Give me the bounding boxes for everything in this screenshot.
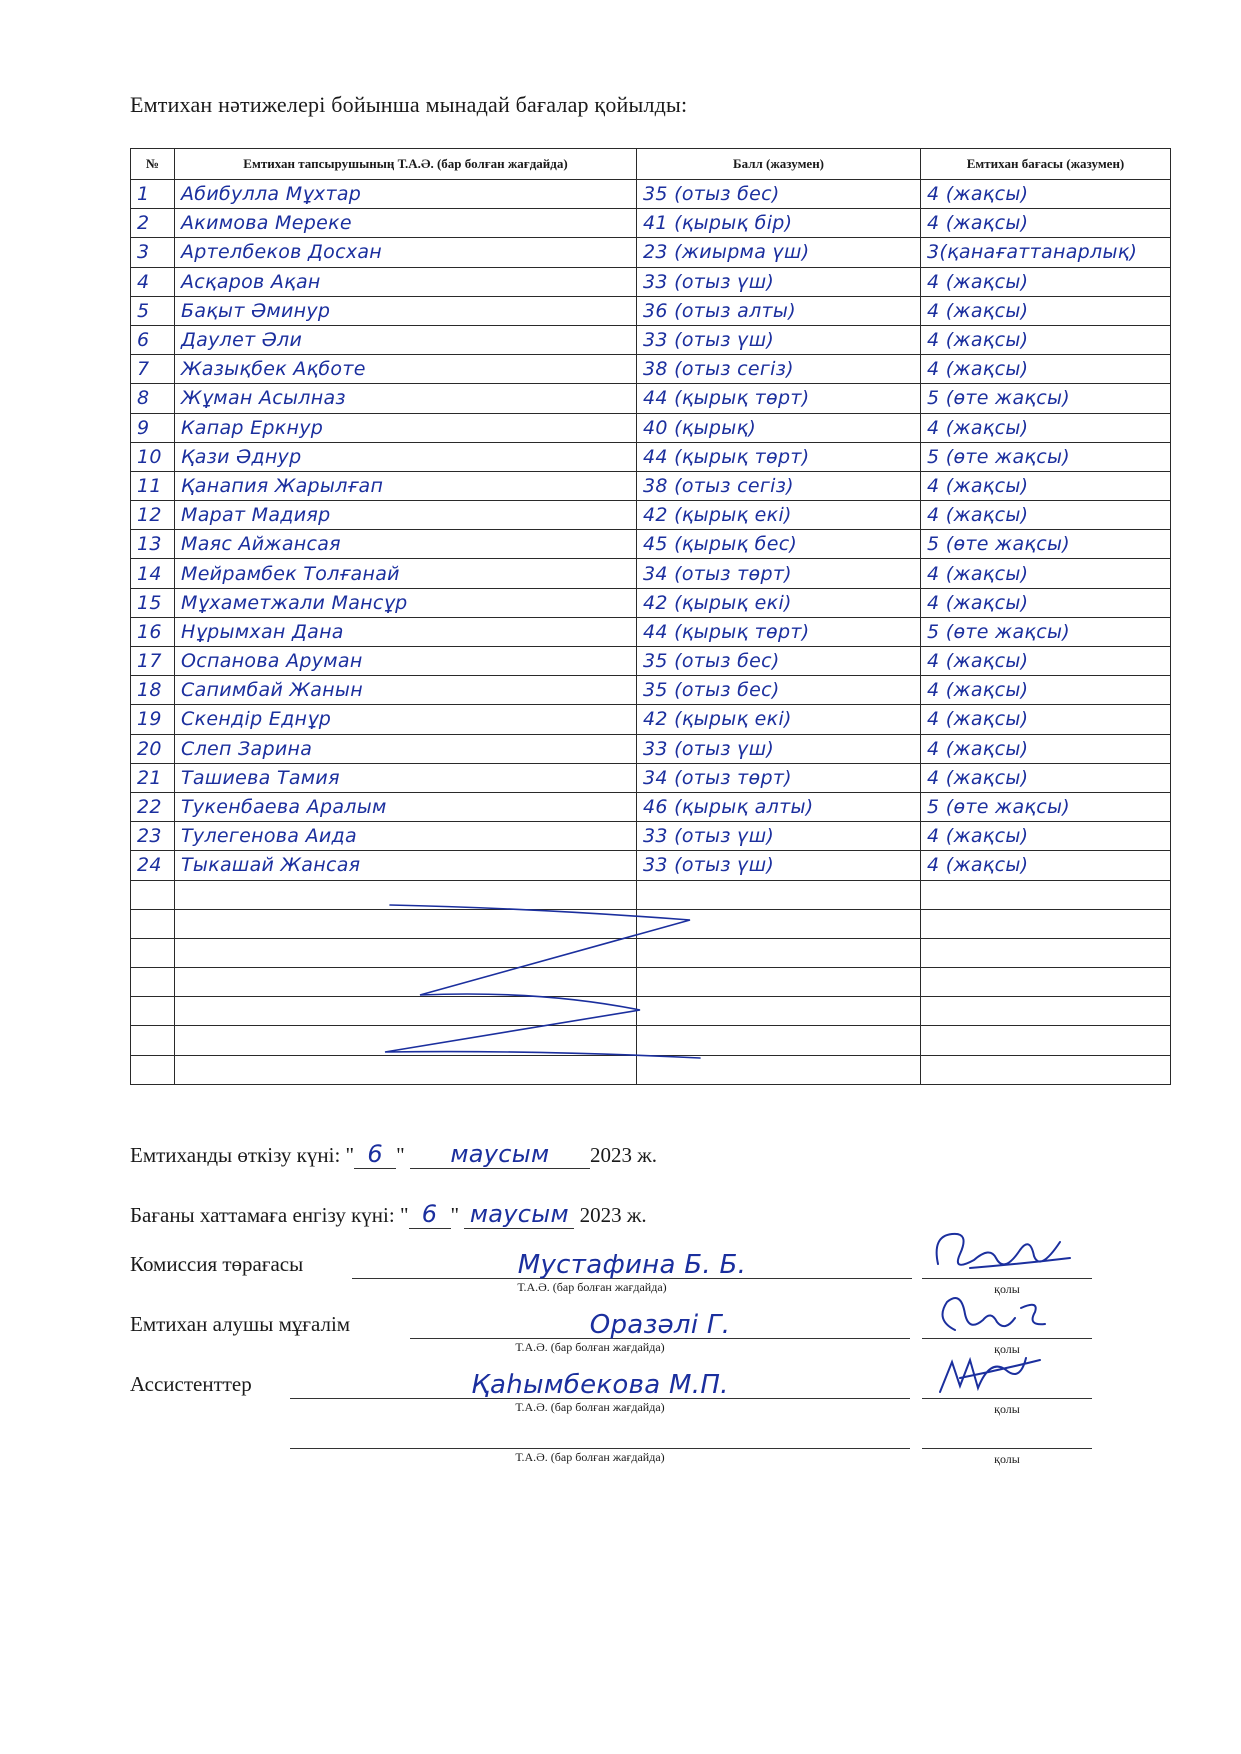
grade-text-cell — [921, 384, 1171, 413]
grade-text: 5 (өте жақсы) — [927, 387, 1070, 410]
student-name-cell — [175, 617, 637, 646]
header-name: Емтихан тапсырушының Т.А.Ә. (бар болған жағдайда) — [175, 149, 637, 180]
row-number: 1 — [137, 183, 150, 206]
grade-text-cell — [921, 676, 1171, 705]
table-row — [131, 792, 1171, 821]
student-name: Скендір Еднұр — [181, 708, 332, 731]
blank-cell — [921, 880, 1171, 909]
score-text: 38 (отыз сегіз) — [643, 474, 794, 497]
student-name-cell — [175, 763, 637, 792]
grade-text: 4 (жақсы) — [927, 416, 1029, 439]
grade-text: 4 (жақсы) — [927, 270, 1029, 293]
score-text: 45 (қырық бес) — [643, 533, 798, 556]
score-text-cell — [637, 471, 921, 500]
row-number: 14 — [137, 562, 162, 585]
blank-cell — [131, 909, 175, 938]
score-text-cell — [637, 822, 921, 851]
student-name-cell — [175, 180, 637, 209]
table-row — [131, 530, 1171, 559]
grade-text: 5 (өте жақсы) — [927, 533, 1070, 556]
grade-text-cell — [921, 617, 1171, 646]
row-number-cell — [131, 792, 175, 821]
row-number: 21 — [137, 766, 162, 789]
chair-sign-caption: қолы — [994, 1282, 1020, 1296]
blank-cell — [131, 880, 175, 909]
exam-date-quote: " — [396, 1143, 405, 1167]
score-text-cell — [637, 384, 921, 413]
row-number: 13 — [137, 533, 162, 556]
teacher-sign-caption: қолы — [994, 1342, 1020, 1356]
table-row — [131, 734, 1171, 763]
teacher-name-caption: Т.А.Ә. (бар болған жағдайда) — [515, 1340, 665, 1354]
score-text-cell — [637, 851, 921, 880]
row-number-cell — [131, 180, 175, 209]
teacher-role: Емтихан алушы мұғалім — [130, 1312, 351, 1336]
score-text-cell — [637, 442, 921, 471]
grade-text-cell — [921, 792, 1171, 821]
blank-cell — [131, 938, 175, 967]
header-number: № — [131, 149, 175, 180]
grade-text-cell — [921, 442, 1171, 471]
student-name-cell — [175, 822, 637, 851]
extra-signature-block — [130, 1422, 1130, 1482]
row-number: 9 — [137, 416, 150, 439]
row-number-cell — [131, 501, 175, 530]
score-text: 34 (отыз төрт) — [643, 766, 792, 789]
grade-text-cell — [921, 530, 1171, 559]
table-row — [131, 501, 1171, 530]
row-number-cell — [131, 851, 175, 880]
assistants-sign-caption: қолы — [994, 1402, 1020, 1416]
table-row — [131, 355, 1171, 384]
score-text-cell — [637, 588, 921, 617]
score-text: 42 (қырық екі) — [643, 504, 792, 527]
table-row — [131, 763, 1171, 792]
score-text-cell — [637, 209, 921, 238]
table-row — [131, 647, 1171, 676]
blank-cell — [921, 938, 1171, 967]
entry-date-month-field — [464, 1200, 574, 1229]
grade-text: 4 (жақсы) — [927, 329, 1029, 352]
assistants-name-caption: Т.А.Ә. (бар болған жағдайда) — [515, 1400, 665, 1414]
student-name: Оспанова Аруман — [181, 650, 363, 673]
student-name: Тулегенова Аида — [181, 825, 357, 848]
teacher-name: Оразәлі Г. — [589, 1310, 731, 1340]
assistants-name: Қаһымбекова М.П. — [471, 1370, 729, 1400]
blank-cell — [131, 968, 175, 997]
student-name-cell — [175, 530, 637, 559]
score-text: 35 (отыз бес) — [643, 679, 780, 702]
row-number: 22 — [137, 796, 162, 819]
chair-signature-scribble — [930, 1224, 1080, 1284]
extra-name-caption: Т.А.Ә. (бар болған жағдайда) — [515, 1450, 665, 1464]
score-text-cell — [637, 676, 921, 705]
score-text-cell — [637, 501, 921, 530]
row-number: 6 — [137, 329, 150, 352]
student-name-cell — [175, 734, 637, 763]
score-text-cell — [637, 763, 921, 792]
grade-text-cell — [921, 734, 1171, 763]
score-text: 35 (отыз бес) — [643, 183, 780, 206]
blank-cell — [131, 1026, 175, 1055]
student-name: Мұхаметжали Мансұр — [181, 591, 408, 614]
grade-text-cell — [921, 355, 1171, 384]
score-text-cell — [637, 325, 921, 354]
student-name: Слеп Зарина — [181, 737, 313, 760]
row-number: 12 — [137, 504, 162, 527]
row-number: 23 — [137, 825, 162, 848]
grade-text-cell — [921, 851, 1171, 880]
blank-cell — [921, 909, 1171, 938]
score-text: 36 (отыз алты) — [643, 299, 796, 322]
score-text-cell — [637, 413, 921, 442]
student-name: Даулет Әли — [181, 329, 303, 352]
table-row — [131, 676, 1171, 705]
row-number-cell — [131, 384, 175, 413]
row-number-cell — [131, 267, 175, 296]
grade-text: 4 (жақсы) — [927, 679, 1029, 702]
grade-text-cell — [921, 559, 1171, 588]
row-number-cell — [131, 588, 175, 617]
student-name-cell — [175, 792, 637, 821]
student-name: Артелбеков Досхан — [181, 241, 383, 264]
score-text: 33 (отыз үш) — [643, 329, 775, 352]
header-grade: Емтихан бағасы (жазумен) — [921, 149, 1171, 180]
row-number: 20 — [137, 737, 162, 760]
student-name: Мейрамбек Толғанай — [181, 562, 400, 585]
row-number-cell — [131, 705, 175, 734]
grade-text-cell — [921, 501, 1171, 530]
score-text-cell — [637, 559, 921, 588]
blank-cell — [921, 997, 1171, 1026]
student-name: Жазықбек Ақботе — [181, 358, 366, 381]
student-name: Бақыт Әминур — [181, 299, 331, 322]
row-number: 8 — [137, 387, 150, 410]
score-text: 33 (отыз үш) — [643, 270, 775, 293]
grade-text: 4 (жақсы) — [927, 212, 1029, 235]
score-text-cell — [637, 530, 921, 559]
student-name-cell — [175, 296, 637, 325]
header-score: Балл (жазумен) — [637, 149, 921, 180]
score-text: 33 (отыз үш) — [643, 825, 775, 848]
student-name: Нұрымхан Дана — [181, 620, 344, 643]
row-number-cell — [131, 296, 175, 325]
row-number: 2 — [137, 212, 150, 235]
exam-date-label: Емтиханды өткізу күні: " — [130, 1143, 355, 1167]
student-name: Маяс Айжансая — [181, 533, 341, 556]
row-number: 17 — [137, 650, 162, 673]
grade-text-cell — [921, 763, 1171, 792]
row-number-cell — [131, 822, 175, 851]
row-number: 16 — [137, 620, 162, 643]
student-name-cell — [175, 384, 637, 413]
exam-date-day: 6 — [367, 1140, 383, 1168]
student-name-cell — [175, 325, 637, 354]
blank-cell — [921, 968, 1171, 997]
blank-cell — [921, 1026, 1171, 1055]
score-text-cell — [637, 355, 921, 384]
score-text-cell — [637, 267, 921, 296]
row-number: 15 — [137, 591, 162, 614]
grade-text: 4 (жақсы) — [927, 562, 1029, 585]
exam-date-month: маусым — [450, 1140, 550, 1168]
blank-cell — [131, 1055, 175, 1084]
row-number-cell — [131, 442, 175, 471]
score-text: 38 (отыз сегіз) — [643, 358, 794, 381]
entry-date-label: Бағаны хаттамаға енгізу күні: " — [130, 1203, 409, 1227]
row-number-cell — [131, 238, 175, 267]
grade-text: 4 (жақсы) — [927, 358, 1029, 381]
entry-date-month: маусым — [469, 1200, 569, 1228]
grade-text: 3(қанағаттанарлық) — [927, 241, 1138, 264]
student-name-cell — [175, 238, 637, 267]
grade-text-cell — [921, 267, 1171, 296]
exam-date-line — [130, 1140, 657, 1169]
grade-text-cell — [921, 413, 1171, 442]
score-text: 44 (қырық төрт) — [643, 445, 810, 468]
grade-text-cell — [921, 647, 1171, 676]
grade-text-cell — [921, 238, 1171, 267]
row-number: 18 — [137, 679, 162, 702]
student-name: Абибулла Мұхтар — [181, 183, 362, 206]
student-name: Тыкашай Жансая — [181, 854, 361, 877]
table-row — [131, 705, 1171, 734]
score-text: 44 (қырық төрт) — [643, 620, 810, 643]
student-name-cell — [175, 413, 637, 442]
student-name-cell — [175, 471, 637, 500]
row-number-cell — [131, 676, 175, 705]
table-row — [131, 559, 1171, 588]
chair-role: Комиссия төрағасы — [130, 1252, 304, 1276]
student-name: Сапимбай Жанын — [181, 679, 363, 702]
row-number: 7 — [137, 358, 150, 381]
score-text-cell — [637, 705, 921, 734]
entry-date-year: 2023 ж. — [579, 1203, 647, 1227]
student-name: Ташиева Тамия — [181, 766, 340, 789]
table-row — [131, 442, 1171, 471]
grade-text: 4 (жақсы) — [927, 708, 1029, 731]
row-number: 3 — [137, 241, 150, 264]
grade-text: 4 (жақсы) — [927, 504, 1029, 527]
grade-text: 4 (жақсы) — [927, 299, 1029, 322]
score-text-cell — [637, 238, 921, 267]
table-row — [131, 325, 1171, 354]
chair-name-field — [352, 1252, 912, 1279]
student-name-cell — [175, 705, 637, 734]
table-row — [131, 296, 1171, 325]
row-number-cell — [131, 617, 175, 646]
student-name-cell — [175, 355, 637, 384]
score-text-cell — [637, 734, 921, 763]
table-header-row — [131, 149, 1171, 180]
intro-text: Емтихан нәтижелері бойынша мынадай бағалар қойылды: — [130, 92, 688, 117]
extra-name-field — [290, 1422, 910, 1449]
table-row — [131, 822, 1171, 851]
row-number-cell — [131, 325, 175, 354]
score-text: 42 (қырық екі) — [643, 708, 792, 731]
teacher-signature-scribble — [935, 1290, 1065, 1340]
student-name: Жұман Асылназ — [181, 387, 346, 410]
student-name-cell — [175, 647, 637, 676]
score-text: 40 (қырық) — [643, 416, 757, 439]
entry-date-day-field — [409, 1200, 451, 1229]
teacher-name-field — [410, 1312, 910, 1339]
grade-text: 5 (өте жақсы) — [927, 796, 1070, 819]
score-text: 41 (қырық бір) — [643, 212, 793, 235]
row-number-cell — [131, 559, 175, 588]
student-name: Қанапия Жарылғап — [181, 474, 384, 497]
extra-sign-caption: қолы — [994, 1452, 1020, 1466]
student-name: Тукенбаева Аралым — [181, 796, 387, 819]
grade-text-cell — [921, 180, 1171, 209]
table-row — [131, 180, 1171, 209]
grade-text: 4 (жақсы) — [927, 766, 1029, 789]
cancel-zigzag-mark — [380, 900, 710, 1060]
student-name: Капар Еркнур — [181, 416, 324, 439]
score-text: 46 (қырық алты) — [643, 796, 814, 819]
score-text-cell — [637, 296, 921, 325]
score-text: 34 (отыз төрт) — [643, 562, 792, 585]
score-text: 35 (отыз бес) — [643, 650, 780, 673]
table-row — [131, 238, 1171, 267]
row-number-cell — [131, 734, 175, 763]
table-row — [131, 471, 1171, 500]
student-name-cell — [175, 676, 637, 705]
table-row — [131, 617, 1171, 646]
score-text: 33 (отыз үш) — [643, 854, 775, 877]
grade-text-cell — [921, 471, 1171, 500]
assistants-role: Ассистенттер — [130, 1372, 252, 1396]
assistants-name-field — [290, 1372, 910, 1399]
row-number: 11 — [137, 474, 162, 497]
row-number-cell — [131, 355, 175, 384]
exam-date-month-field — [410, 1140, 590, 1169]
student-name: Қази Әднур — [181, 445, 302, 468]
student-name-cell — [175, 588, 637, 617]
table-row — [131, 384, 1171, 413]
row-number: 10 — [137, 445, 162, 468]
student-name-cell — [175, 501, 637, 530]
extra-sign-field — [922, 1422, 1092, 1449]
score-text-cell — [637, 617, 921, 646]
chair-name: Мустафина Б. Б. — [517, 1250, 747, 1280]
row-number-cell — [131, 471, 175, 500]
score-text: 23 (жиырма үш) — [643, 241, 810, 264]
row-number-cell — [131, 530, 175, 559]
student-name-cell — [175, 559, 637, 588]
row-number-cell — [131, 209, 175, 238]
grade-text: 4 (жақсы) — [927, 825, 1029, 848]
grade-text-cell — [921, 325, 1171, 354]
entry-date-day: 6 — [421, 1200, 438, 1228]
exam-date-day-field — [354, 1140, 396, 1169]
grade-text: 5 (өте жақсы) — [927, 445, 1070, 468]
row-number: 4 — [137, 270, 150, 293]
student-name-cell — [175, 851, 637, 880]
score-text: 44 (қырық төрт) — [643, 387, 810, 410]
row-number-cell — [131, 647, 175, 676]
student-name-cell — [175, 442, 637, 471]
table-row — [131, 413, 1171, 442]
blank-cell — [131, 997, 175, 1026]
grade-text-cell — [921, 705, 1171, 734]
grade-text: 4 (жақсы) — [927, 650, 1029, 673]
row-number-cell — [131, 413, 175, 442]
entry-date-quote: " — [450, 1203, 460, 1227]
score-text-cell — [637, 180, 921, 209]
entry-date-line — [130, 1200, 647, 1229]
table-row — [131, 588, 1171, 617]
grade-text: 4 (жақсы) — [927, 474, 1029, 497]
row-number: 19 — [137, 708, 162, 731]
row-number: 24 — [137, 854, 162, 877]
table-row — [131, 851, 1171, 880]
student-name: Акимова Мереке — [181, 212, 352, 235]
row-number-cell — [131, 763, 175, 792]
row-number: 5 — [137, 299, 150, 322]
student-name-cell — [175, 209, 637, 238]
score-text: 42 (қырық екі) — [643, 591, 792, 614]
exam-date-year: 2023 ж. — [589, 1143, 657, 1167]
grade-text-cell — [921, 209, 1171, 238]
blank-cell — [921, 1055, 1171, 1084]
grade-text-cell — [921, 588, 1171, 617]
score-text: 33 (отыз үш) — [643, 737, 775, 760]
grade-text: 4 (жақсы) — [927, 854, 1029, 877]
student-name: Марат Мадияр — [181, 504, 331, 527]
grade-text: 4 (жақсы) — [927, 737, 1029, 760]
grade-text-cell — [921, 296, 1171, 325]
grade-text-cell — [921, 822, 1171, 851]
score-text-cell — [637, 792, 921, 821]
grade-text: 4 (жақсы) — [927, 591, 1029, 614]
table-row — [131, 209, 1171, 238]
chair-name-caption: Т.А.Ә. (бар болған жағдайда) — [517, 1280, 667, 1294]
grade-text: 5 (өте жақсы) — [927, 620, 1070, 643]
score-text-cell — [637, 647, 921, 676]
grade-text: 4 (жақсы) — [927, 183, 1029, 206]
student-name: Асқаров Ақан — [181, 270, 321, 293]
student-name-cell — [175, 267, 637, 296]
assistants-signature-scribble — [930, 1348, 1050, 1398]
table-row — [131, 267, 1171, 296]
